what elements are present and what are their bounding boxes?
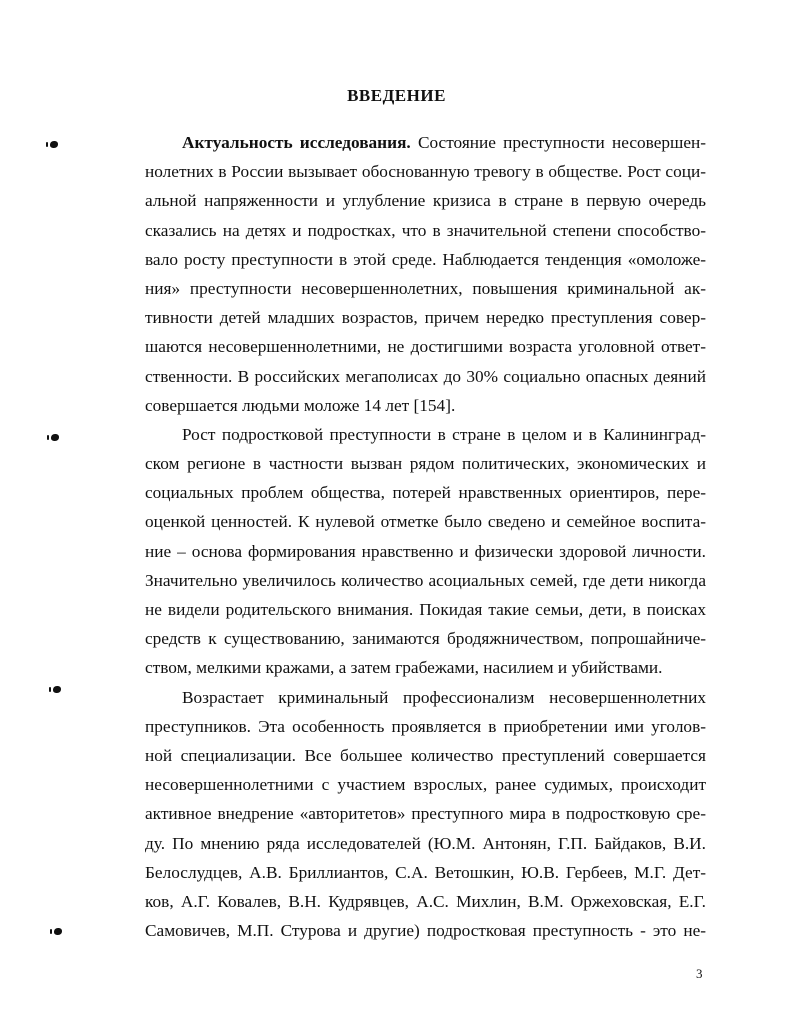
text-line: преступников. Эта особенность проявляется в приобретении ими уголов- — [145, 716, 706, 736]
text-line: социальных проблем общества, потерей нравственных ориентиров, пере- — [145, 483, 706, 503]
page-title: ВВЕДЕНИЕ — [347, 86, 446, 105]
page-number: 3 — [696, 966, 703, 981]
text-line: ков, А.Г. Ковалев, В.Н. Кудрявцев, А.С. Михлин, В.М. Оржеховская, Е.Г. — [145, 891, 706, 911]
section-lead: Актуальность исследования. — [182, 133, 411, 152]
text-line: ством, мелкими кражами, а затем грабежами, насилием и убийствами. — [145, 658, 663, 678]
text-line: Белослудцев, А.В. Бриллиантов, С.А. Ветошкин, Ю.В. Гербеев, М.Г. Дет- — [145, 862, 706, 882]
text-line: оценкой ценностей. К нулевой отметке было сведено и семейное воспита- — [145, 512, 706, 532]
text-line: сказались на детях и подростках, что в значительной степени способство- — [145, 220, 706, 240]
text-line: совершается людьми моложе 14 лет [154]. — [145, 395, 456, 415]
text-line: не видели родительского внимания. Покидая такие семьи, дети, в поисках — [145, 600, 706, 619]
text-line: Возрастает криминальный профессионализм несовершеннолетних — [182, 687, 706, 707]
text-line: тивности детей младших возрастов, причем нередко преступления совер- — [145, 308, 706, 328]
text-line: ском регионе в частности вызван рядом политических, экономических и — [145, 454, 706, 474]
text-line: средств к существованию, занимаются бродяжничеством, попрошайниче- — [145, 629, 706, 649]
text-line: Рост подростковой преступности в стране в целом и в Калининград- — [182, 424, 706, 444]
text-line: Значительно увеличилось количество асоциальных семей, где дети никогда — [145, 570, 706, 590]
body-text — [145, 128, 706, 945]
text-line: альной напряженности и углубление кризиса в стране в первую очередь — [145, 191, 706, 211]
text-line: несовершеннолетними с участием взрослых, ранее судимых, происходит — [145, 775, 706, 795]
text-line: ния» преступности несовершеннолетних, повышения криминальной ак- — [145, 278, 706, 298]
text-line: ние – основа формирования нравственно и физически здоровой личности. — [145, 541, 706, 561]
text-line: ственности. В российских мегаполисах до 30% социально опасных деяний — [145, 366, 706, 386]
margin-mark — [50, 141, 58, 148]
margin-mark — [54, 928, 62, 935]
text-line: ной специализации. Все большее количество преступлений совершается — [145, 745, 706, 765]
text-line: шаются несовершеннолетними, не достигшими возраста уголовной ответ- — [145, 337, 706, 357]
text-line: Самовичев, М.П. Стурова и другие) подростковая преступность - это не- — [145, 921, 706, 941]
text-line: нолетних в России вызывает обоснованную тревогу в обществе. Рост соци- — [145, 162, 706, 182]
text-line: ду. По мнению ряда исследователей (Ю.М. Антонян, Г.П. Байдаков, В.И. — [145, 833, 706, 853]
text-line: Актуальность исследования. Состояние преступности несовершен- — [182, 133, 706, 152]
margin-mark — [53, 686, 61, 693]
margin-mark — [51, 434, 59, 441]
text-line: активное внедрение «авторитетов» преступного мира в подростковую сре- — [145, 804, 706, 824]
text-line: вало росту преступности в этой среде. Наблюдается тенденция «омоложе- — [145, 249, 706, 269]
